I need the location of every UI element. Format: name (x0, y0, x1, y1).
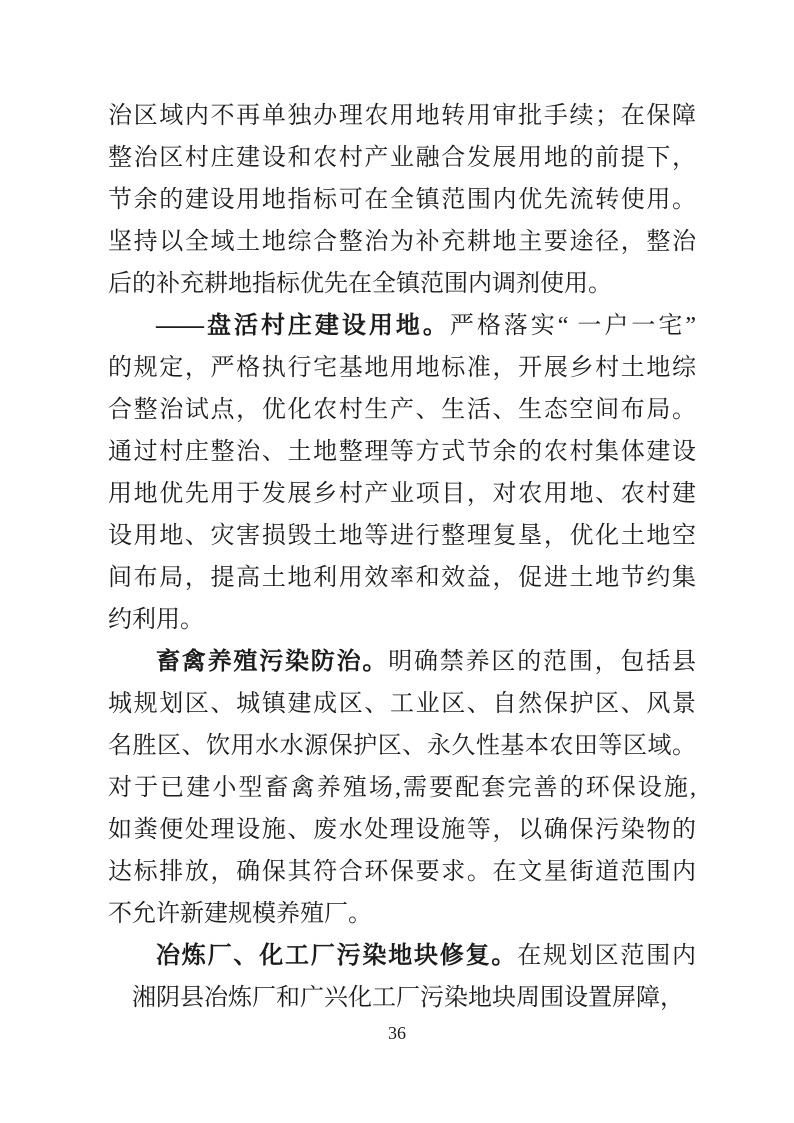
text-run: 坚持以全域土地综合整治为补充耕地主要途径，整治 (108, 229, 696, 255)
text-line (108, 767, 696, 809)
text-line (108, 179, 696, 221)
bold-lead: 畜禽养殖污染防治。 (156, 649, 389, 675)
text-line (108, 641, 696, 683)
text-line (108, 389, 696, 431)
village-construction-land-paragraph (108, 305, 696, 641)
livestock-pollution-paragraph (108, 641, 696, 935)
land-quota-paragraph (108, 95, 696, 305)
bold-lead: 冶炼厂、化工厂污染地块修复。 (156, 943, 518, 969)
text-line (108, 473, 696, 515)
text-line (108, 305, 696, 347)
text-run: 明确禁养区的范围，包括县 (388, 649, 696, 675)
text-run: 设用地、灾害损毁土地等进行整理复垦，优化土地空 (108, 523, 696, 549)
text-run: 名胜区、饮用水水源保护区、永久性基本农田等区域。 (108, 733, 696, 759)
text-run: 节余的建设用地指标可在全镇范围内优先流转使用。 (108, 187, 696, 213)
text-line (108, 599, 696, 641)
text-line (108, 977, 696, 1019)
text-line (108, 347, 696, 389)
text-run: 不允许新建规模养殖厂。 (108, 901, 372, 927)
text-run: 湘阴县冶炼厂和广兴化工厂污染地块周围设置屏障， (132, 985, 684, 1011)
text-line (108, 263, 696, 305)
text-run: 城规划区、城镇建成区、工业区、自然保护区、风景 (108, 691, 696, 717)
bold-lead: ——盘活村庄建设用地。 (156, 313, 450, 339)
text-run: 间布局，提高土地利用效率和效益，促进土地节约集 (108, 565, 696, 591)
text-run: 后的补充耕地指标优先在全镇范围内调剂使用。 (108, 271, 612, 297)
text-line (108, 725, 696, 767)
text-line (108, 893, 696, 935)
text-line (108, 221, 696, 263)
text-line (108, 431, 696, 473)
text-line (108, 935, 696, 977)
text-run: 用地优先用于发展乡村产业项目，对农用地、农村建 (108, 481, 696, 507)
text-line (108, 515, 696, 557)
smelter-chemical-plant-paragraph (108, 935, 696, 1019)
text-run: 治区域内不再单独办理农用地转用审批手续；在保障 (108, 103, 696, 129)
page-content (108, 95, 696, 1019)
text-run: 约利用。 (108, 607, 204, 633)
text-run: 严格落实“ 一户一宅” (449, 313, 696, 339)
text-run: 达标排放，确保其符合环保要求。在文星街道范围内 (108, 859, 696, 885)
text-run: 的规定，严格执行宅基地用地标准，开展乡村土地综 (108, 355, 696, 381)
text-run: 对于已建小型畜禽养殖场,需要配套完善的环保设施, (108, 775, 696, 801)
text-line (108, 95, 696, 137)
text-line (108, 557, 696, 599)
text-run: 如粪便处理设施、废水处理设施等，以确保污染物的 (108, 817, 696, 843)
text-line (108, 851, 696, 893)
text-line (108, 683, 696, 725)
text-run: 在规划区范围内 (517, 943, 696, 969)
text-run: 整治区村庄建设和农村产业融合发展用地的前提下， (108, 145, 696, 171)
page-number: 36 (388, 1023, 406, 1043)
text-run: 合整治试点，优化农村生产、生活、生态空间布局。 (108, 397, 696, 423)
text-run: 通过村庄整治、土地整理等方式节余的农村集体建设 (108, 439, 696, 465)
text-line (108, 137, 696, 179)
text-line (108, 809, 696, 851)
